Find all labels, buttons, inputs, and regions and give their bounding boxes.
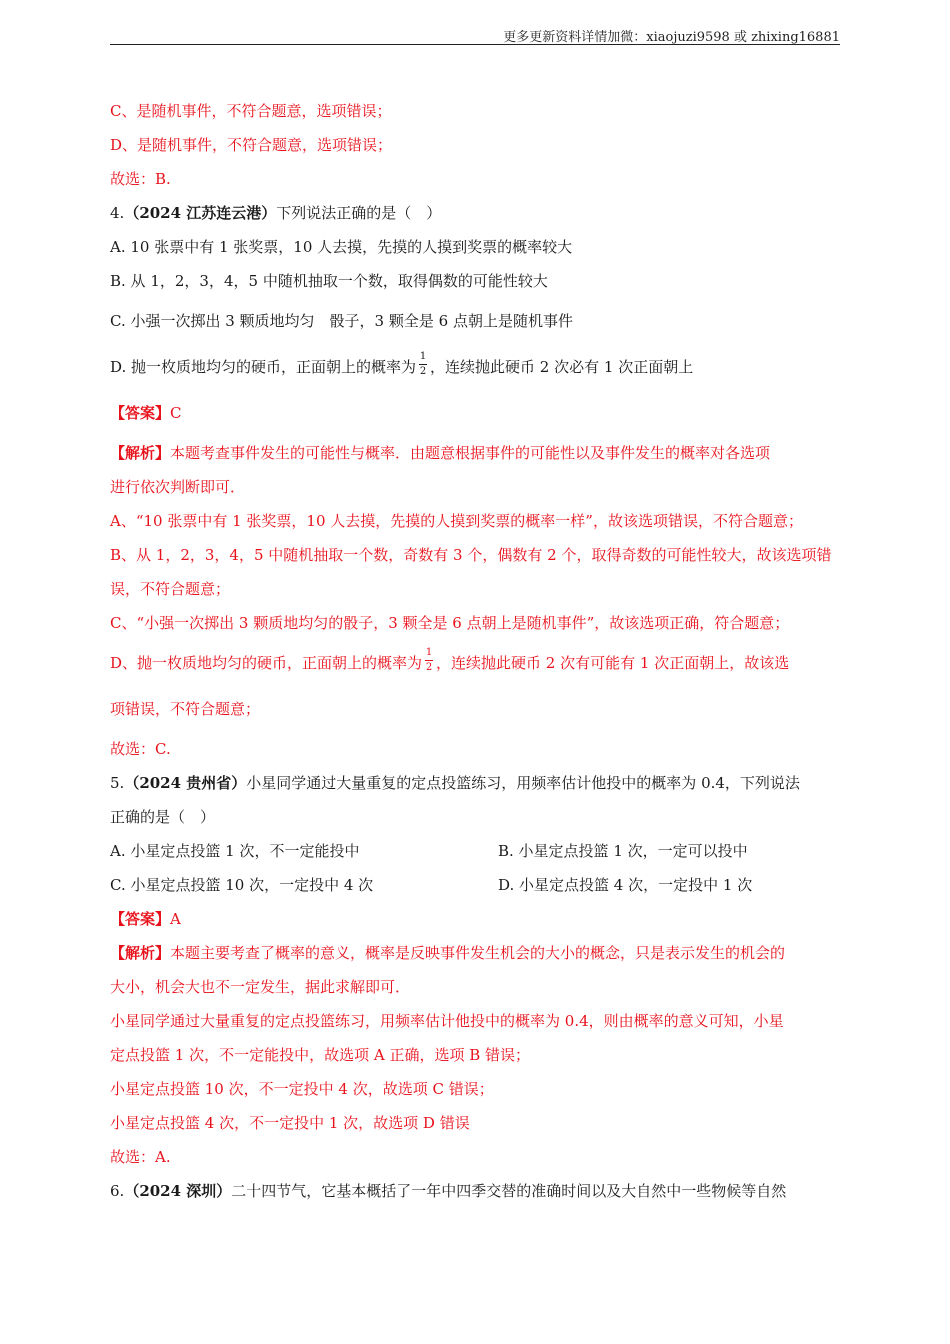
q4-option-d-post: ，连续抛此硬币 2 次必有 1 次正面朝上 — [430, 358, 694, 376]
document-body — [110, 94, 840, 1208]
q5-number: 5. — [110, 774, 125, 792]
q5-choice: 故选：A. — [110, 1148, 171, 1166]
q5-option-a: A. 小星定点投篮 1 次，不一定能投中 — [110, 842, 360, 860]
q6-source: （2024 深圳） — [124, 1182, 232, 1200]
answer-value: C — [170, 404, 182, 422]
answer-label: 【答案】 — [110, 910, 171, 928]
fraction-one-half: $\frac{1}{2}$ — [419, 350, 427, 377]
q5-answer — [110, 902, 840, 936]
header-rule — [110, 44, 840, 45]
q5-option-c: C. 小星定点投篮 10 次，一定投中 4 次 — [110, 876, 374, 894]
q4-explain-b: B、从 1，2，3，4，5 中随机抽取一个数，奇数有 3 个，偶数有 2 个，取得奇数的可能性较大，故该选项错 — [110, 546, 832, 564]
q5-explain-2: 小星定点投篮 10 次，不一定投中 4 次，故选项 C 错误； — [110, 1080, 494, 1098]
q4-stem-text: 下列说法正确的是（ ） — [276, 204, 442, 222]
q3-choice: 故选：B. — [110, 170, 171, 188]
q4-explain-d: D、抛一枚质地均匀的硬币，正面朝上的概率为 $\frac{1}{2}$ ，连续抛此硬币 2 次有可能有 1 次正面朝上，故该选 — [110, 646, 790, 673]
q4-stem — [110, 196, 840, 230]
q5-options-cd — [110, 868, 840, 902]
q3-explain-c: C、是随机事件，不符合题意，选项错误； — [110, 102, 392, 120]
q5-analysis-cont: 大小，机会大也不一定发生，据此求解即可． — [110, 978, 411, 996]
q4-analysis: 【解析】本题考查事件发生的可能性与概率．由题意根据事件的可能性以及事件发生的概率对各选项 — [110, 444, 771, 462]
q4-source: （2024 江苏连云港） — [124, 204, 277, 222]
fraction-one-half: $\frac{1}{2}$ — [425, 646, 433, 673]
analysis-label: 【解析】 — [110, 944, 171, 962]
q3-explain-d: D、是随机事件，不符合题意，选项错误； — [110, 136, 393, 154]
answer-value: A — [170, 910, 181, 928]
q5-stem-cont: 正确的是（ ） — [110, 808, 216, 826]
q5-options-ab — [110, 834, 840, 868]
q4-answer — [110, 390, 840, 436]
q4-explain-a: A、“10 张票中有 1 张奖票，10 人去摸，先摸的人摸到奖票的概率一样”，故该选项错误，不符合题意； — [110, 512, 803, 530]
answer-label: 【答案】 — [110, 404, 171, 422]
q4-option-d — [110, 344, 840, 390]
q4-option-b: B. 从 1，2，3，4，5 中随机抽取一个数，取得偶数的可能性较大 — [110, 272, 548, 290]
q5-source: （2024 贵州省） — [124, 774, 247, 792]
q4-explain-c: C、“小强一次掷出 3 颗质地均匀的骰子，3 颗全是 6 点朝上是随机事件”，故该选项正确，符合题意； — [110, 614, 790, 632]
q4-option-c: C. 小强一次掷出 3 颗质地均匀 骰子，3 颗全是 6 点朝上是随机事件 — [110, 312, 573, 330]
analysis-label: 【解析】 — [110, 444, 171, 462]
q5-analysis: 【解析】本题主要考查了概率的意义，概率是反映事件发生机会的大小的概念，只是表示发生的机会的 — [110, 944, 786, 962]
q4-option-a: A. 10 张票中有 1 张奖票，10 人去摸，先摸的人摸到奖票的概率较大 — [110, 238, 573, 256]
q5-option-b: B. 小星定点投篮 1 次，一定可以投中 — [498, 842, 748, 860]
q5-explain-1: 小星同学通过大量重复的定点投篮练习，用频率估计他投中的概率为 0.4，则由概率的意义可知，小星 — [110, 1012, 784, 1030]
q4-choice: 故选：C. — [110, 740, 171, 758]
q6-stem: 6.（2024 深圳）二十四节气，它基本概括了一年中四季交替的准确时间以及大自然中一些物候等自然 — [110, 1182, 787, 1200]
q5-explain-1-cont: 定点投篮 1 次，不一定能投中，故选项 A 正确，选项 B 错误； — [110, 1046, 531, 1064]
q5-explain-3: 小星定点投篮 4 次，不一定投中 1 次，故选项 D 错误 — [110, 1114, 470, 1132]
q5-option-d: D. 小星定点投篮 4 次，一定投中 1 次 — [498, 876, 753, 894]
q4-explain-b-cont: 误，不符合题意； — [110, 580, 231, 598]
q5-stem: 5.（2024 贵州省）小星同学通过大量重复的定点投篮练习，用频率估计他投中的概率为 0.4，下列说法 — [110, 774, 800, 792]
q4-analysis-cont: 进行依次判断即可． — [110, 478, 246, 496]
q4-explain-d-cont: 项错误，不符合题意； — [110, 700, 261, 718]
q4-option-d-pre: D. 抛一枚质地均匀的硬币，正面朝上的概率为 — [110, 358, 417, 376]
q6-number: 6. — [110, 1182, 125, 1200]
q4-number: 4. — [110, 204, 125, 222]
page-header: 更多更新资料详情加微：xiaojuzi9598 或 zhixing16881 — [503, 30, 840, 45]
